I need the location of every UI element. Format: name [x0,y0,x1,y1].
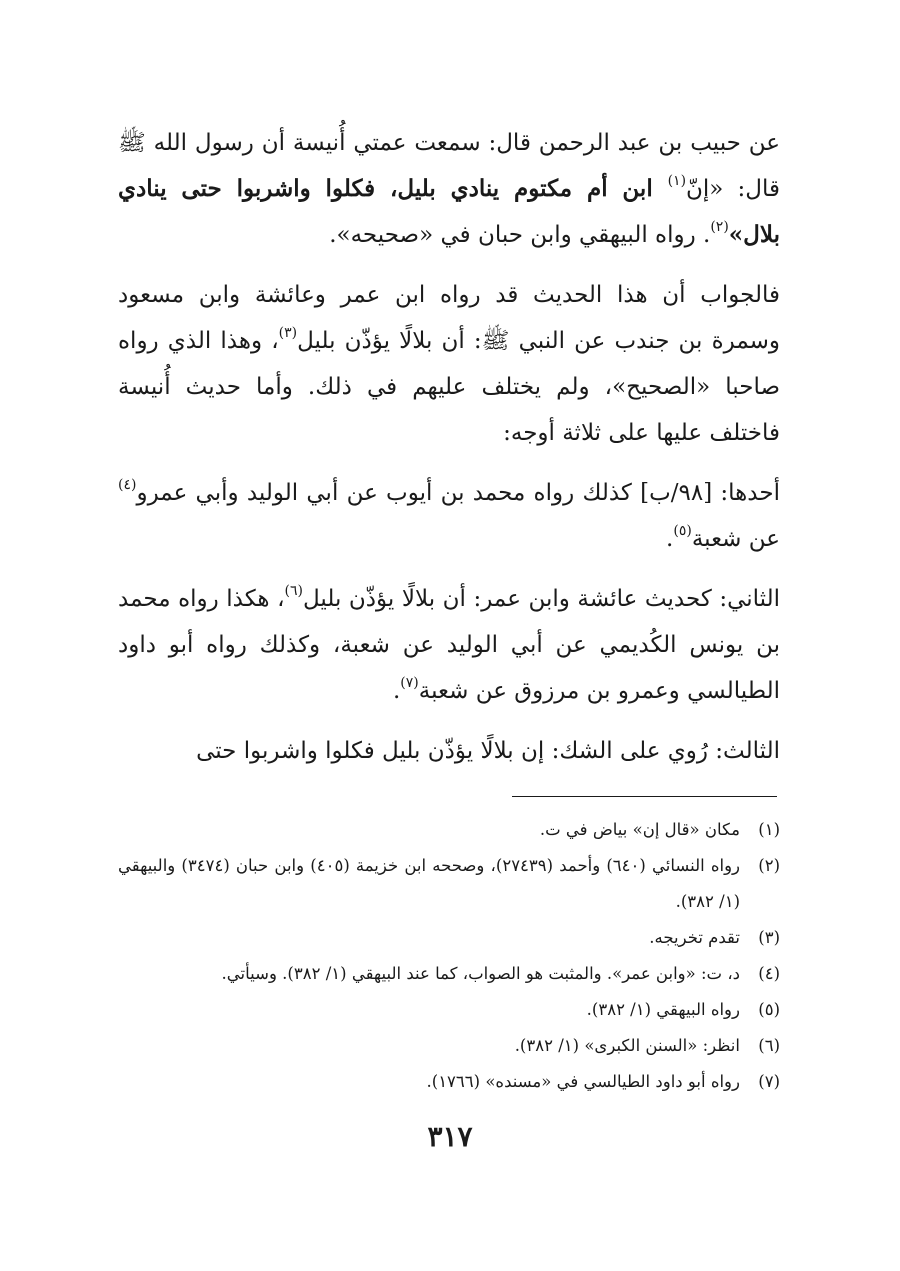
hadith-text: ابن أم مكتوم ينادي بليل، فكلوا واشربوا حتى ينادي بلال» [118,175,780,248]
footnote-number: (٣) [758,928,780,947]
paragraph-1-tail: . رواه البيهقي وابن حبان في «صحيحه». [329,222,711,248]
footnote-number: (١) [758,820,780,839]
main-text [118,120,780,774]
footnotes-list [118,812,780,1100]
page-number: ٣١٧ [427,1120,473,1153]
footnote-text: د، ت: «وابن عمر». والمثبت هو الصواب، كما عند البيهقي (١/ ٣٨٢). وسيأتي. [221,964,740,983]
footnote-text: رواه أبو داود الطيالسي في «مسنده» (١٧٦٦). [426,1072,740,1091]
footnote-text: رواه النسائي (٦٤٠) وأحمد (٢٧٤٣٩)، وصححه ابن خزيمة (٤٠٥) وابن حبان (٣٤٧٤) والبيهقي (١/ ٣٨٢). [118,856,741,911]
paragraph-4-text: الثاني: كحديث عائشة وابن عمر: أن بلالًا يؤذّن بليل [303,586,780,612]
footnote-item [118,920,780,956]
footnote-number: (٥) [758,1000,780,1019]
paragraph-4 [118,576,780,714]
footnote-ref-6: (٦) [284,583,303,600]
paragraph-3-text: أحدها: [٩٨/ب] كذلك رواه محمد بن أيوب عن أبي الوليد وأبي عمرو [136,480,780,506]
footnote-ref-2: (٢) [710,219,729,236]
footnote-item [118,1064,780,1100]
footnote-ref-7: (٧) [400,675,419,692]
footnote-item [118,812,780,848]
footnote-ref-4: (٤) [118,477,137,494]
footnote-item [118,848,780,920]
footnote-item [118,992,780,1028]
footnote-number: (٧) [758,1072,780,1091]
footnote-number: (٤) [758,964,780,983]
paragraph-3-mid: عن شعبة [691,526,780,552]
footnote-text: مكان «قال إن» بياض في ت. [539,820,740,839]
footnote-ref-5: (٥) [673,523,692,540]
footnote-item [118,956,780,992]
paragraph-2-text: فالجواب أن هذا الحديث قد رواه ابن عمر وعائشة وابن مسعود وسمرة بن جندب عن النبي ﷺ: أن بلالًا يؤذّن بليل [118,282,780,354]
paragraph-1 [118,120,780,258]
footnote-item [118,1028,780,1064]
footnote-ref-1: (١) [667,173,687,190]
footnote-number: (٦) [758,1036,780,1055]
paragraph-3 [118,470,780,562]
footnote-number: (٢) [758,856,780,875]
footnote-separator [512,796,777,797]
paragraph-4-mid: ، هكذا رواه محمد بن يونس الكُديمي عن أبي الوليد عن شعبة، وكذلك رواه أبو داود الطيالسي وعمرو بن مرزوق عن شعبة [118,586,780,704]
footnote-text: رواه البيهقي (١/ ٣٨٢). [586,1000,740,1019]
footnote-text: تقدم تخريجه. [649,928,740,947]
footnote-text: انظر: «السنن الكبرى» (١/ ٣٨٢). [514,1036,740,1055]
paragraph-2-tail: ، وهذا الذي رواه صاحبا «الصحيح»، ولم يختلف عليهم في ذلك. وأما حديث أُنيسة فاختلف عليها على ثلاثة أوجه: [118,328,780,446]
paragraph-4-tail: . [392,678,401,704]
paragraph-3-tail: . [666,526,674,552]
paragraph-1-text: عن حبيب بن عبد الرحمن قال: سمعت عمتي أُنيسة أن رسول الله ﷺ قال: «إنّ [118,130,780,202]
footnote-ref-3: (٣) [278,325,298,342]
paragraph-2 [118,272,780,456]
paragraph-5: الثالث: رُوي على الشك: إن بلالًا يؤذّن بليل فكلوا واشربوا حتى [196,738,780,764]
